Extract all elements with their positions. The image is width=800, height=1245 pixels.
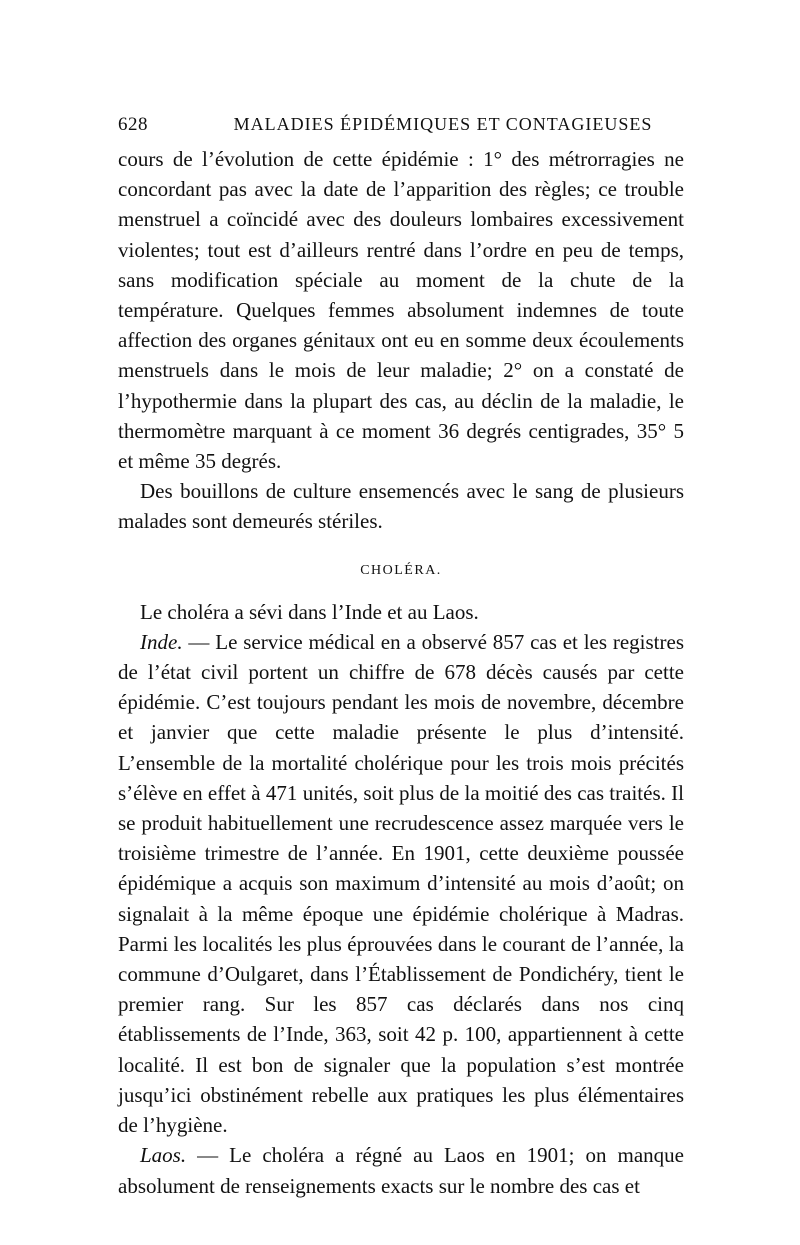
paragraph-intro: Le choléra a sévi dans l’Inde et au Laos. — [140, 599, 479, 624]
text-laos: — Le choléra a régné au Laos en 1901; on manque absolument de renseignements exacts sur le nombre des cas et — [118, 1143, 684, 1198]
page-number: 628 — [118, 114, 148, 135]
paragraph-laos — [118, 1140, 684, 1200]
running-title: MALADIES ÉPIDÉMIQUES ET CONTAGIEUSES — [233, 114, 653, 134]
text-inde: — Le service médical en a observé 857 cas et les registres de l’état civil portent un chiffre de 678 décès causés par cette épidémie. C’est toujours pendant les mois de novembre, décembre et janvier que cette maladie présente le plus d’intensité. L’ensemble de la mortalité cholérique pour les trois mois précités s’élève en effet à 471 unités, soit plus de la moitié des cas traités. Il se produit habituellement une recrudescence assez marquée vers le troisième trimestre de l’année. En 1901, cette deuxième poussée épidémique a acquis son maximum d’intensité au mois d’août; on signalait à la même époque une épidémie cholérique à Madras. Parmi les localités les plus éprouvées dans le courant de l’année, la commune d’Oulgaret, dans l’Établissement de Pondichéry, tient le premier rang. Sur les 857 cas déclarés dans nos cinq établissements de l’Inde, 363, soit 42 p. 100, appartiennent à cette localité. Il est bon de signaler que la population s’est montrée jusqu’ici obstinément rebelle aux pratiques les plus élémentaires de l’hygiène. — [118, 629, 684, 1138]
page-header — [118, 114, 684, 144]
paragraph-culture: Des bouillons de culture ensemencés avec le sang de plusieurs malades sont demeurés stériles. — [118, 479, 684, 534]
heading-inde: Inde. — [140, 629, 183, 654]
page-body — [118, 144, 684, 1201]
section-title: CHOLÉRA. — [360, 562, 442, 578]
heading-laos: Laos. — [140, 1143, 187, 1168]
paragraph-continuation: cours de l’évolution de cette épidémie : 1° des métrorragies ne concordant pas avec la date de l’apparition des règles; ce trouble menstruel a coïncidé avec des douleurs lombaires excessivement violentes; tout est d’ailleurs rentré dans l’ordre en peu de temps, sans modification spéciale au moment de la chute de la température. Quelques femmes absolument indemnes de toute affection des organes génitaux ont eu en somme deux écoulements menstruels dans le mois de leur maladie; 2° on a constaté de l’hypothermie dans la plupart des cas, au déclin de la maladie, le thermomètre marquant à ce moment 36 degrés centigrades, 35° 5 et même 35 degrés. — [118, 147, 684, 474]
paragraph-inde — [118, 627, 684, 1140]
book-page — [118, 114, 684, 1201]
